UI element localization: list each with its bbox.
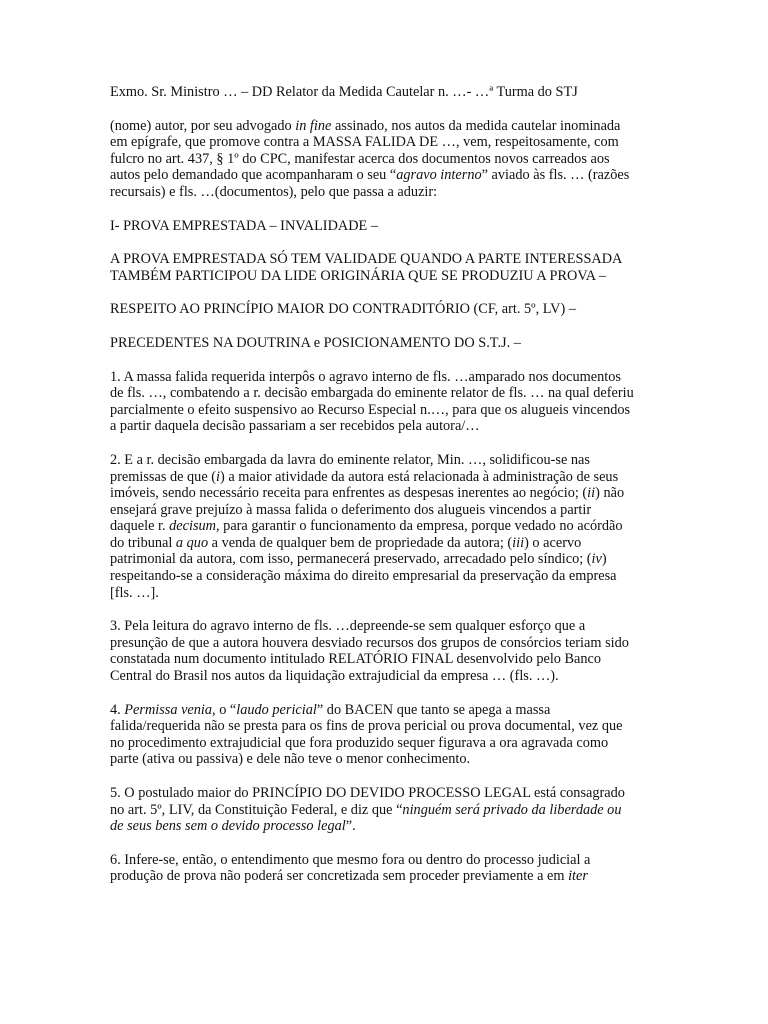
text-run: ” do BACEN que tanto se apega a massa falida/requerida não se presta para os fins de prova pericial ou prova documental, vez que no procedimento extrajudicial que fora produzido sequer figurava a ora agravada como parte (ativa ou passiva) e dele não teve o menor conhecimento. <box>110 701 623 768</box>
italic-text-run: decisum <box>169 518 217 535</box>
text-run: ) a maior atividade da autora está relacionada à administração de seus imóveis, sendo necessário receita para enfrentes as despesas inerentes ao negócio; ( <box>110 468 619 502</box>
italic-text-run: iter <box>568 868 588 885</box>
text-run: , o “ <box>212 701 237 718</box>
paragraph-6 <box>110 852 636 885</box>
text-run: ”. <box>345 818 356 835</box>
italic-text-run: laudo pericial <box>236 701 317 718</box>
text-run: a venda de qualquer bem de propriedade da autora; ( <box>208 534 513 551</box>
italic-text-run: agravo interno <box>396 167 482 184</box>
text-run: , para garantir o funcionamento da empresa, porque vedado no acórdão do tribunal <box>110 518 623 551</box>
text-run: ” aviado às fls. … (razões recursais) e fls. …(documentos), pelo que passa a aduzir: <box>110 167 630 200</box>
section-heading-1: I- PROVA EMPRESTADA – INVALIDADE – <box>110 217 379 234</box>
text-run: 5. O postulado maior do PRINCÍPIO DO DEVIDO PROCESSO LEGAL está consagrado no art. 5º, LIV, da Constituição Federal, e diz que “ <box>110 785 625 818</box>
paragraph-2 <box>110 452 636 601</box>
italic-text-run: in fine <box>295 117 332 134</box>
paragraph-4 <box>110 702 636 768</box>
text-run: ) respeitando-se a consideração máxima do direito empresarial da preservação da empresa [fls. …]. <box>110 551 617 601</box>
italic-text-run: iv <box>591 551 602 568</box>
addressee-line: Exmo. Sr. Ministro … – DD Relator da Medida Cautelar n. …- …ª Turma do STJ <box>110 84 578 100</box>
paragraph-1 <box>110 369 636 435</box>
text-run: ) o acervo patrimonial da autora, com isso, permanecerá preservado, arrecadado pelo síndico; ( <box>110 534 592 568</box>
text-run: 1. A massa falida requerida interpôs o agravo interno de fls. …amparado nos documentos de fls. …, combatendo a r. decisão embargada do eminente relator de fls. … na qual deferiu parcialmente o efeito suspensivo ao Recurso Especial n.…, para que os alugueis vincendos a partir daquela decisão passariam a ser recebidos pela autora/… <box>110 368 634 435</box>
text-run: 6. Infere-se, então, o entendimento que mesmo fora ou dentro do processo judicial a produção de prova não poderá ser concretizada sem proceder previamente a em <box>110 851 591 885</box>
italic-text-run: a quo <box>175 534 209 551</box>
intro-paragraph <box>110 118 636 201</box>
text-run: 2. E a r. decisão embargada da lavra do eminente relator, Min. …, solidificou-se nas premissas de que ( <box>110 451 590 485</box>
text-run: (nome) autor, por seu advogado <box>110 117 296 134</box>
italic-text-run: ii <box>587 485 596 502</box>
text-run: ) não ensejará grave prejuízo à massa falida o deferimento dos alugueis vincendos a partir daquele r. <box>110 485 625 535</box>
italic-text-run: i <box>216 468 220 485</box>
paragraph-3 <box>110 618 636 684</box>
section-heading-4: PRECEDENTES NA DOUTRINA e POSICIONAMENTO DO S.T.J. – <box>110 334 521 351</box>
italic-text-run: ninguém será privado da liberdade ou de seus bens sem o devido processo legal <box>110 801 622 835</box>
paragraph-5 <box>110 785 636 835</box>
italic-text-run: Permissa venia <box>124 701 213 718</box>
italic-text-run: iii <box>512 534 525 551</box>
section-heading-2: A PROVA EMPRESTADA SÓ TEM VALIDADE QUANDO A PARTE INTERESSADA TAMBÉM PARTICIPOU DA LIDE ORIGINÁRIA QUE SE PRODUZIU A PROVA – <box>110 251 622 284</box>
text-run: assinado, nos autos da medida cautelar inominada em epígrafe, que promove contra a MASSA FALIDA DE …, vem, respeitosamente, com fulcro no art. 437, § 1º do CPC, manifestar acerca dos documentos novos carreados aos autos pelo demandado que acompanharam o seu “ <box>110 117 621 184</box>
text-run: 4. <box>110 701 125 718</box>
text-run: 3. Pela leitura do agravo interno de fls. …depreende-se sem qualquer esforço que a presunção de que a autora houvera desviado recursos dos grupos de consórcios teriam sido constatada num documento intitulado RELATÓRIO FINAL desenvolvido pelo Banco Central do Brasil nos autos da liquidação extrajudicial da empresa … (fls. …). <box>110 618 629 685</box>
section-heading-3: RESPEITO AO PRINCÍPIO MAIOR DO CONTRADITÓRIO (CF, art. 5º, LV) – <box>110 301 576 318</box>
